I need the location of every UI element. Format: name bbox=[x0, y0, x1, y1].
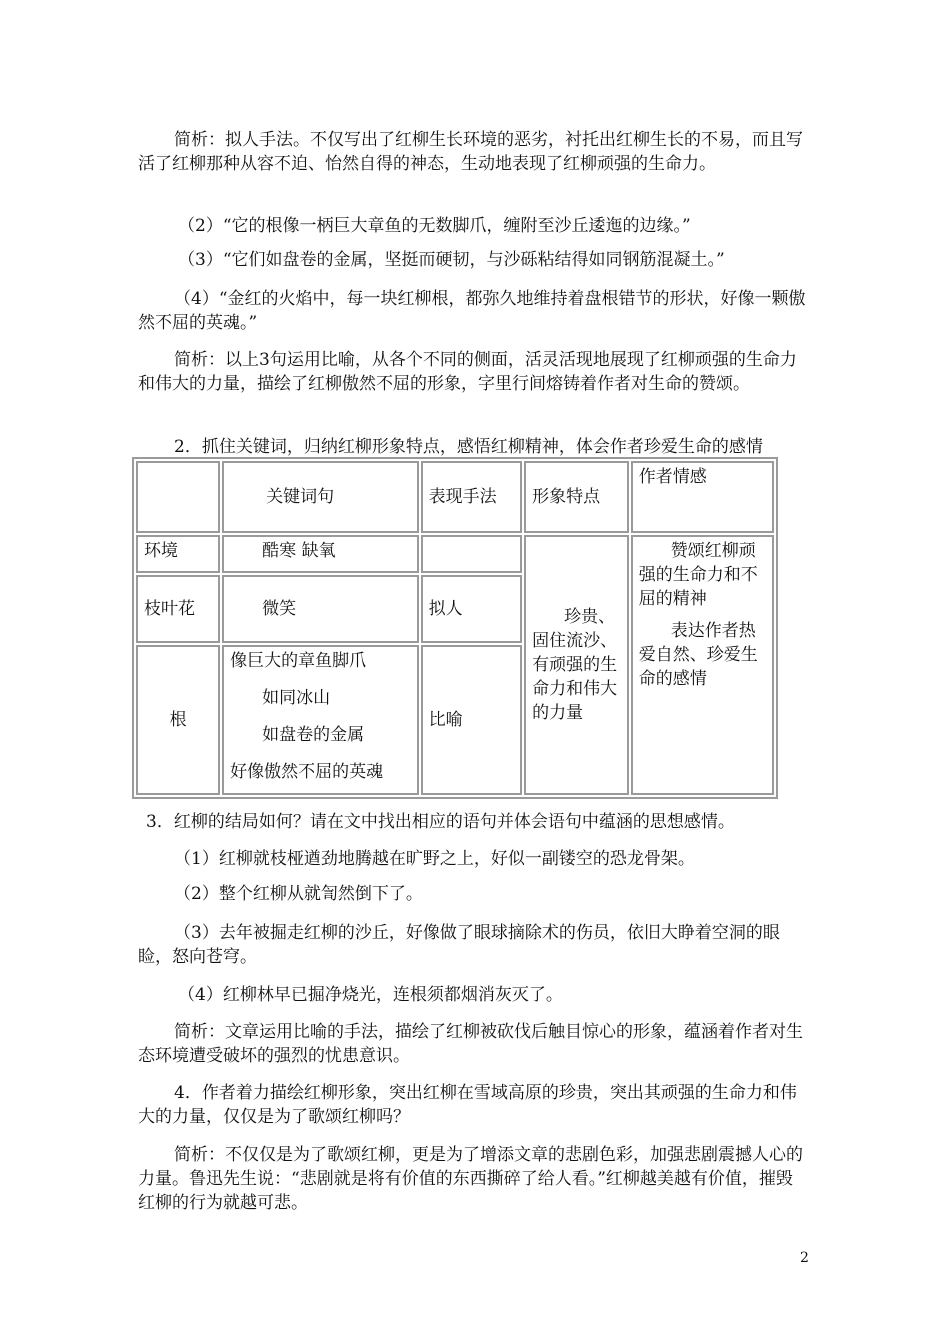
root-keyword-3: 如盘卷的金属 bbox=[262, 725, 365, 745]
row-method-branches: 拟人 bbox=[421, 575, 523, 643]
row-keywords-roots bbox=[222, 645, 418, 795]
row-label-roots: 根 bbox=[136, 645, 220, 795]
analysis-paragraph-1: 简析：拟人手法。不仅写出了红柳生长环境的恶劣，衬托出红柳生长的不易，而且写活了红柳那种从容不迫、怡然自得的神态，生动地表现了红柳顽强的生命力。 bbox=[138, 130, 803, 174]
result-quote-3: （3）去年被掘走红柳的沙丘，好像做了眼球摘除术的伤员，依旧大睁着空洞的眼睑，怒向苍穹。 bbox=[138, 923, 780, 967]
quote-3: （3）“它们如盘卷的金属，坚挺而硬韧，与沙砾粘结得如同钢筋混凝土。” bbox=[178, 250, 725, 270]
row-label-environment: 环境 bbox=[136, 535, 220, 573]
section-3-heading: 3．红柳的结局如何？请在文中找出相应的语句并体会语句中蕴涵的思想感情。 bbox=[146, 812, 735, 832]
emotion-line-1: 赞颂红柳顽强的生命力和不屈的精神 bbox=[638, 541, 758, 609]
root-keyword-4: 好像傲然不屈的英魂 bbox=[230, 762, 384, 782]
row-method-roots: 比喻 bbox=[421, 645, 523, 795]
image-summary-table bbox=[132, 457, 778, 799]
root-keyword-1: 像巨大的章鱼脚爪 bbox=[230, 651, 367, 671]
root-keyword-2: 如同冰山 bbox=[262, 688, 331, 708]
author-emotion-cell bbox=[631, 535, 774, 795]
analysis-paragraph-3: 简析：文章运用比喻的手法，描绘了红柳被砍伐后触目惊心的形象，蕴涵着作者对生态环境遭受破坏的强烈的忧患意识。 bbox=[138, 1022, 803, 1066]
result-quote-1: （1）红柳就枝桠遒劲地腾越在旷野之上，好似一副镂空的恐龙骨架。 bbox=[174, 849, 695, 869]
analysis-paragraph-2: 简析：以上3句运用比喻，从各个不同的侧面，活灵活现地展现了红柳顽强的生命力和伟大的力量，描绘了红柳傲然不屈的形象，字里行间熔铸着作者对生命的赞颂。 bbox=[138, 350, 797, 394]
row-method-environment bbox=[421, 535, 523, 573]
image-feature-cell: 珍贵、固住流沙、有顽强的生命力和伟大的力量 bbox=[524, 535, 629, 795]
result-quote-2: （2）整个红柳从就訇然倒下了。 bbox=[174, 884, 423, 904]
analysis-paragraph-4: 简析：不仅仅是为了歌颂红柳，更是为了增添文章的悲剧色彩，加强悲剧震撼人心的力量。鲁迅先生说：“悲剧就是将有价值的东西撕碎了给人看。”红柳越美越有价值，摧毁红柳的行为就越可悲。 bbox=[138, 1145, 803, 1213]
section-2-heading: 2．抓住关键词，归纳红柳形象特点，感悟红柳精神，体会作者珍爱生命的感情 bbox=[174, 437, 763, 457]
table-header-empty bbox=[136, 461, 220, 533]
table-header-feature: 形象特点 bbox=[524, 461, 629, 533]
quote-4: （4）“金红的火焰中，每一块红柳根，都弥久地维持着盘根错节的形状，好像一颗傲然不屈的英魂。” bbox=[138, 289, 806, 333]
row-keywords-branches: 微笑 bbox=[222, 575, 418, 643]
section-4-heading: 4．作者着力描绘红柳形象，突出红柳在雪域高原的珍贵，突出其顽强的生命力和伟大的力量，仅仅是为了歌颂红柳吗？ bbox=[138, 1083, 797, 1127]
row-label-branches: 枝叶花 bbox=[136, 575, 220, 643]
table-header-method: 表现手法 bbox=[421, 461, 523, 533]
table-header-keywords: 关键词句 bbox=[222, 461, 418, 533]
result-quote-4: （4）红柳林早已掘净烧光，连根须都烟消灰灭了。 bbox=[178, 985, 563, 1005]
emotion-line-2: 表达作者热爱自然、珍爱生命的感情 bbox=[638, 621, 758, 689]
quote-2: （2）“它的根像一柄巨大章鱼的无数脚爪，缠附至沙丘逶迤的边缘。” bbox=[178, 216, 691, 236]
row-keywords-environment: 酷寒 缺氧 bbox=[222, 535, 418, 573]
page-number: 2 bbox=[800, 1250, 809, 1266]
table-header-emotion: 作者情感 bbox=[631, 461, 774, 533]
